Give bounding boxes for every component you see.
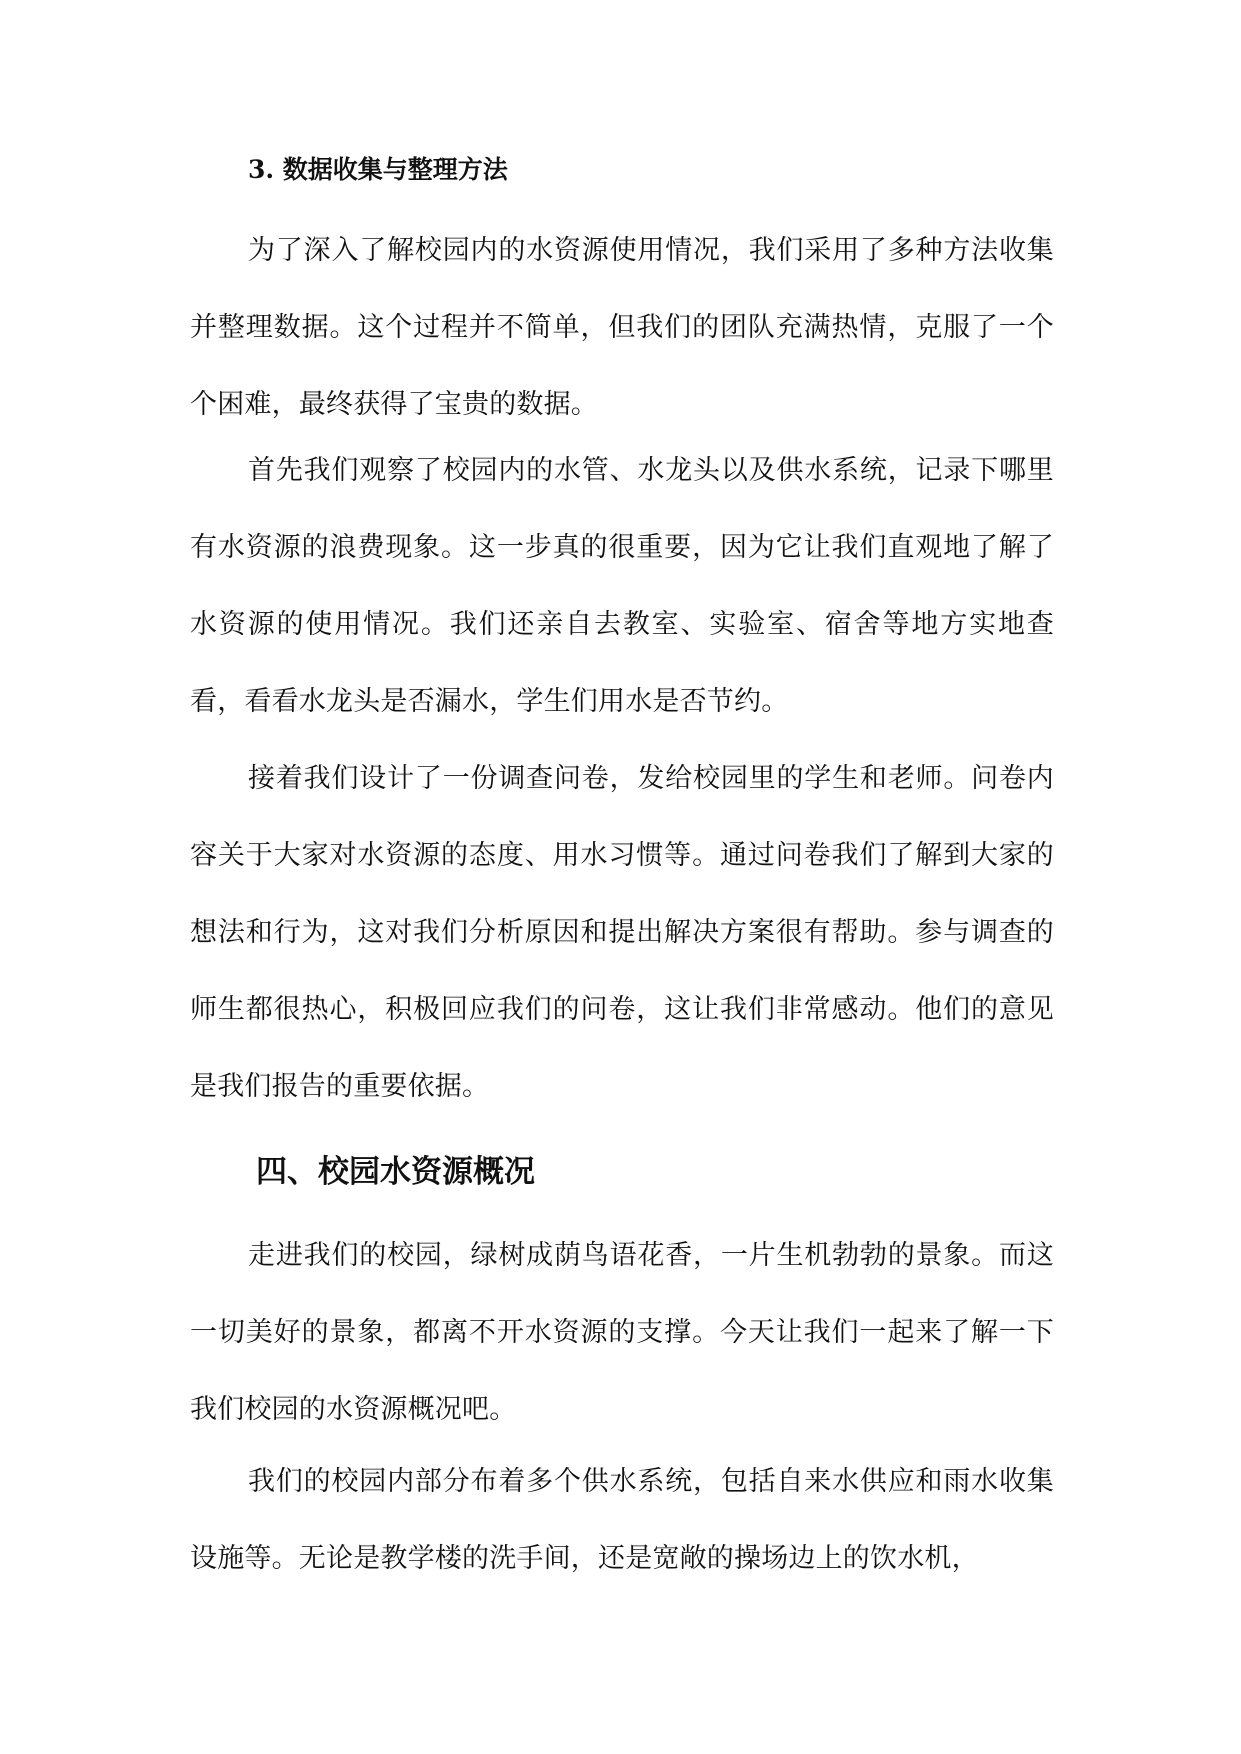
paragraph-water-systems: 我们的校园内部分布着多个供水系统，包括自来水供应和雨水收集设施等。无论是教学楼的洗手间，还是宽敞的操场边上的饮水机， [190,1466,1054,1574]
subheading-data-collection: 3. 数据收集与整理方法 [248,155,508,184]
section-heading-water-overview: 四、校园水资源概况 [256,1154,535,1190]
paragraph-campus-intro: 走进我们的校园，绿树成荫鸟语花香，一片生机勃勃的景象。而这一切美好的景象，都离不开水资源的支撑。今天让我们一起来了解一下我们校园的水资源概况吧。 [190,1240,1054,1425]
paragraph-survey: 接着我们设计了一份调查问卷，发给校园里的学生和老师。问卷内容关于大家对水资源的态度、用水习惯等。通过问卷我们了解到大家的想法和行为，这对我们分析原因和提出解决方案很有帮助。参与调查的师生都很热心，积极回应我们的问卷，这让我们非常感动。他们的意见是我们报告的重要依据。 [190,763,1054,1102]
paragraph-observation: 首先我们观察了校园内的水管、水龙头以及供水系统，记录下哪里有水资源的浪费现象。这一步真的很重要，因为它让我们直观地了解了水资源的使用情况。我们还亲自去教室、实验室、宿舍等地方实地查看，看看水龙头是否漏水，学生们用水是否节约。 [190,455,1054,717]
paragraph-intro: 为了深入了解校园内的水资源使用情况，我们采用了多种方法收集并整理数据。这个过程并不简单，但我们的团队充满热情，克服了一个个困难，最终获得了宝贵的数据。 [190,235,1054,420]
